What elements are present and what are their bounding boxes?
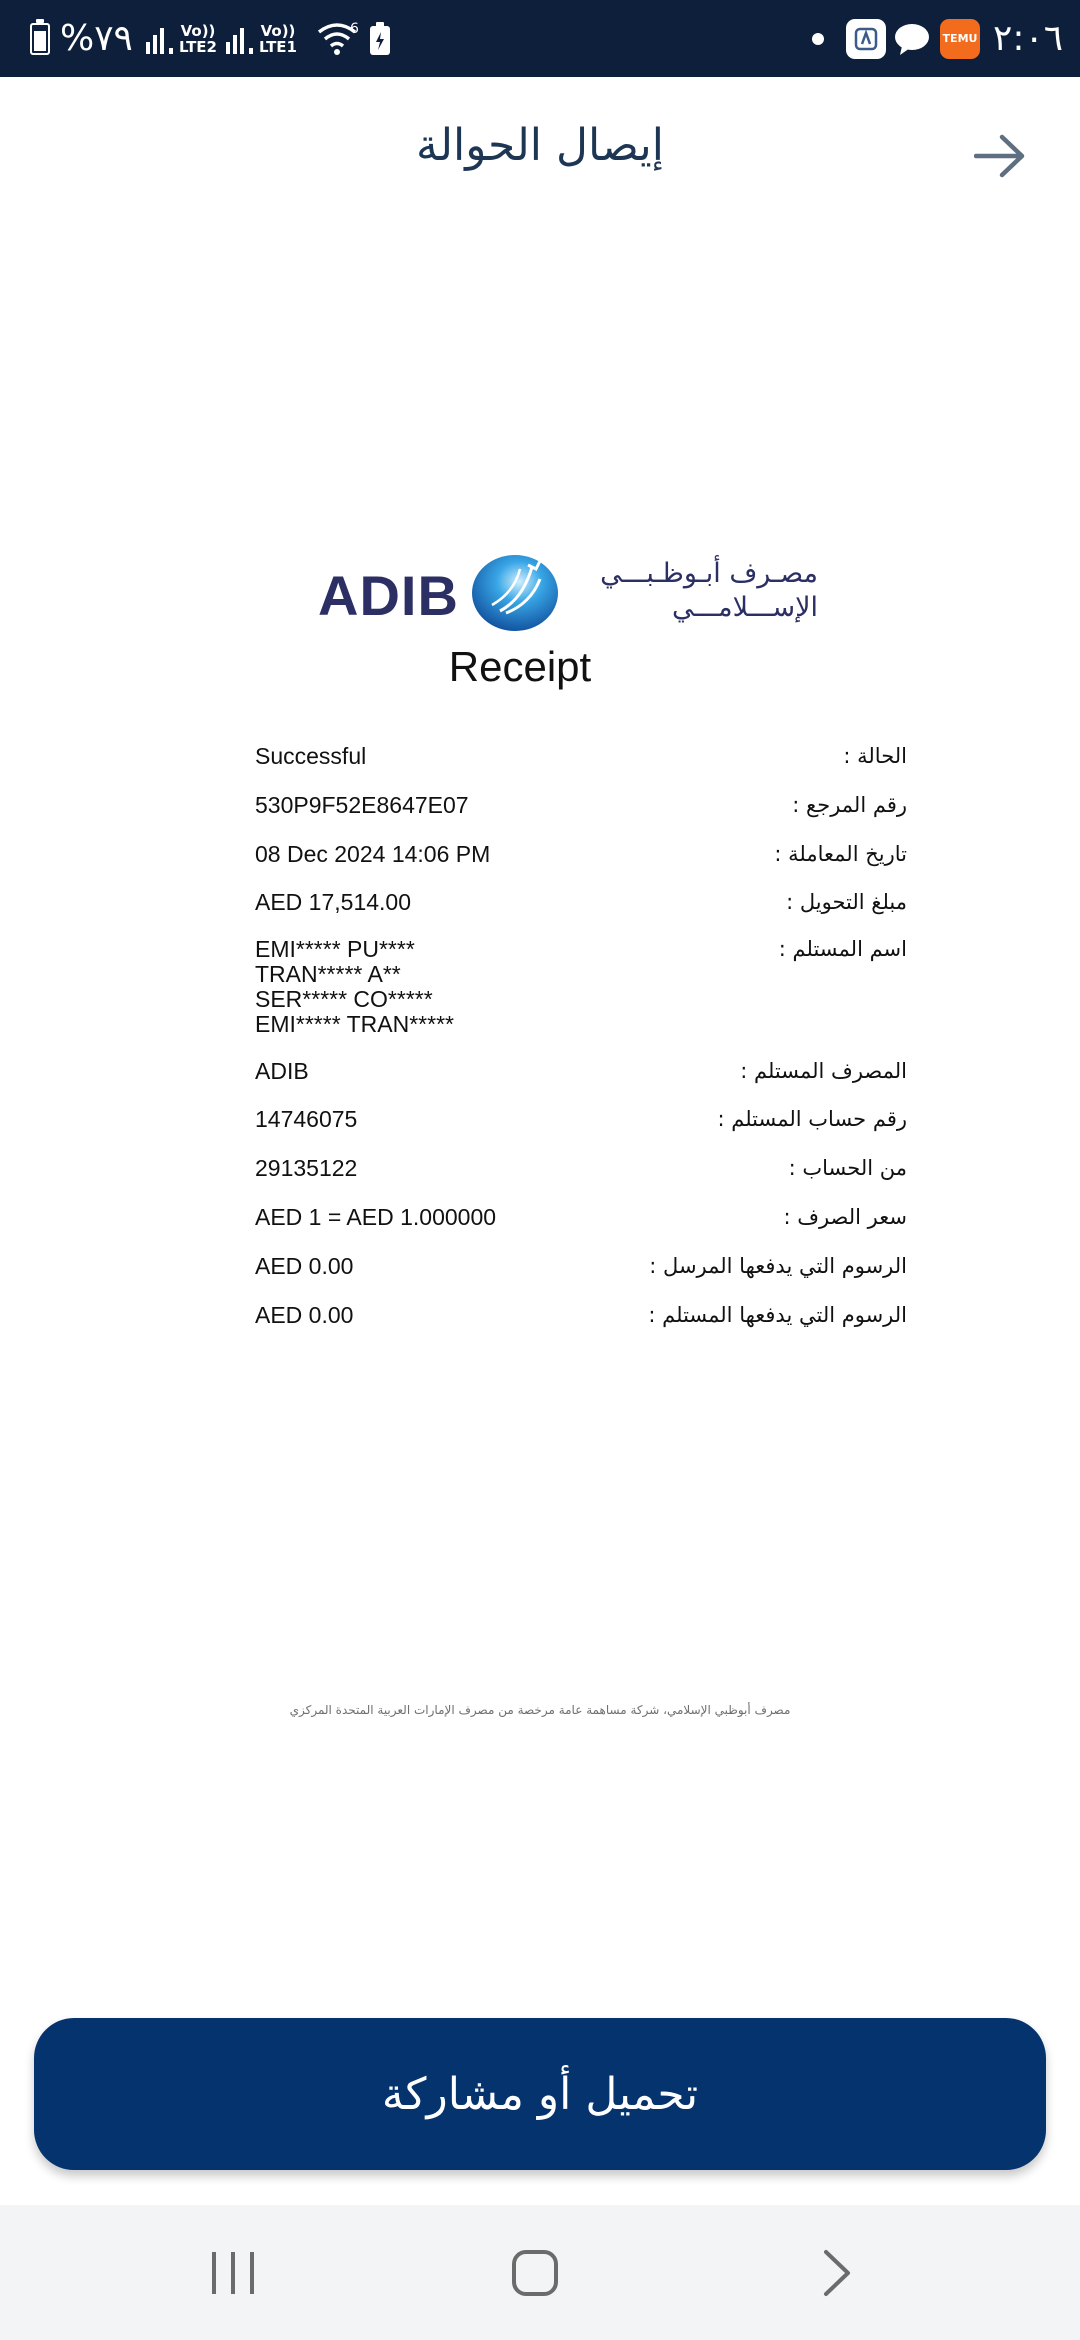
sim1-volte-label: Vo)) xyxy=(180,21,216,40)
reference-value: 530P9F52E8647E07 xyxy=(255,792,469,818)
reference-label: رقم المرجع : xyxy=(792,793,907,817)
back-nav-button[interactable] xyxy=(777,2205,897,2340)
beneficiary-bank-label: المصرف المستلم : xyxy=(740,1059,907,1083)
sim2-volte-label: Vo)) xyxy=(260,21,296,40)
sender-fees-label: الرسوم التي يدفعها المرسل : xyxy=(649,1254,907,1278)
wifi-icon xyxy=(316,0,359,77)
date-value: 08 Dec 2024 14:06 PM xyxy=(255,841,491,867)
signal-icon-2 xyxy=(226,0,297,77)
bank-name-en: ADIB xyxy=(318,564,459,627)
amount-label: مبلغ التحويل : xyxy=(786,890,907,914)
from-account-value: 29135122 xyxy=(255,1155,358,1181)
receipt-title: Receipt xyxy=(448,643,592,690)
battery-percent: %٧٩ xyxy=(60,18,133,59)
status-value: Successful xyxy=(255,743,367,769)
amount-value: AED 17,514.00 xyxy=(255,889,412,915)
globe-icon xyxy=(470,553,560,633)
beneficiary-fees-value: AED 0.00 xyxy=(255,1302,354,1328)
exchange-rate-value: AED 1 = AED 1.000000 xyxy=(255,1204,497,1230)
page-title: إيصال الحوالة xyxy=(416,120,664,171)
app-notification-icon xyxy=(846,0,886,77)
download-share-button[interactable]: تحميل أو مشاركة xyxy=(34,2018,1046,2170)
beneficiary-label: اسم المستلم : xyxy=(778,937,907,961)
home-icon xyxy=(510,2248,560,2298)
from-account-label: من الحساب : xyxy=(788,1156,907,1180)
temu-label: TEMU xyxy=(940,19,980,59)
beneficiary-value: EMI***** PU**** TRAN***** A** SER***** CO***** EMI***** TRAN***** xyxy=(255,936,454,1037)
dot-icon xyxy=(812,0,824,77)
signal-icon xyxy=(146,0,217,77)
exchange-rate-label: سعر الصرف : xyxy=(783,1205,907,1229)
battery-icon xyxy=(30,0,50,77)
navigation-bar xyxy=(0,2205,1080,2340)
sim2-lte-label: LTE1 xyxy=(259,37,297,56)
beneficiary-account-value: 14746075 xyxy=(255,1106,358,1132)
bank-logo xyxy=(318,553,818,635)
message-icon xyxy=(892,0,932,77)
beneficiary-bank-value: ADIB xyxy=(255,1058,309,1084)
bank-name-ar-line1: مصـرف أبـوظـبـــي xyxy=(600,558,818,589)
back-button[interactable] xyxy=(968,124,1032,188)
recent-apps-icon xyxy=(208,2250,258,2296)
wifi-badge: 6 xyxy=(350,20,359,37)
status-label: الحالة : xyxy=(843,744,907,768)
arrow-right-icon xyxy=(974,134,1026,178)
sender-fees-value: AED 0.00 xyxy=(255,1253,354,1279)
battery-saver-icon xyxy=(368,0,392,77)
beneficiary-account-label: رقم حساب المستلم : xyxy=(717,1107,907,1131)
clock: ٢:٠٦ xyxy=(993,18,1064,59)
legal-note: مصرف أبوظبي الإسلامي، شركة مساهمة عامة مرخصة من مصرف الإمارات العربية المتحدة المركزي xyxy=(289,1703,791,1717)
recent-apps-button[interactable] xyxy=(173,2205,293,2340)
home-button[interactable] xyxy=(475,2205,595,2340)
beneficiary-fees-label: الرسوم التي يدفعها المستلم : xyxy=(648,1303,907,1327)
chevron-right-icon xyxy=(820,2248,854,2298)
bank-name-ar-line2: الإســـلامـــي xyxy=(671,592,818,623)
date-label: تاريخ المعاملة : xyxy=(774,842,907,866)
status-bar xyxy=(0,0,1080,77)
temu-icon xyxy=(940,0,980,77)
sim1-lte-label: LTE2 xyxy=(179,37,217,56)
